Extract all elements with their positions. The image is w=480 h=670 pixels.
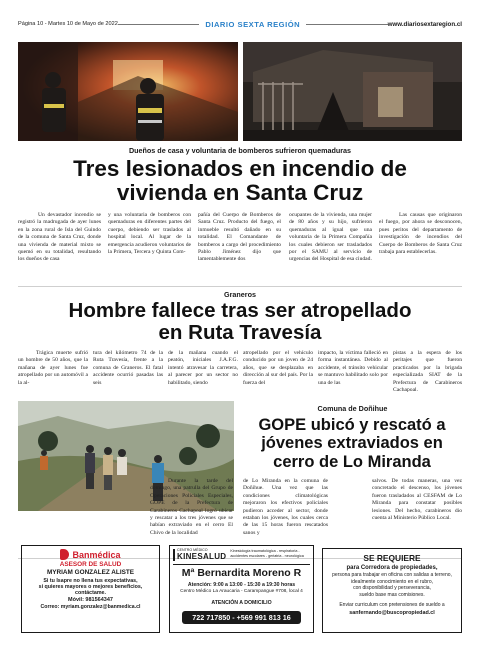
header-center	[118, 20, 388, 29]
story1-column: ocupantes de la vivienda, una mujer de 80 años y su hijo, sufrieron quemaduras al igual que una voluntaria de la Primera Compañía los cuales debieron ser trasladados por el SAMU al servicio de urgencias del Hospital de esa ciudad.	[289, 212, 372, 263]
story2-headline: Hombre fallece tras ser atropellado en Ruta Travesía	[68, 299, 412, 344]
kinesalud-header	[173, 549, 310, 561]
story1-column: Un devastador incendio se registró la madrugada de ayer lunes en la zona rural de Isla del Guindo de la comuna de Santa Cruz, donde una vivienda de material mixto se quemó en su totalidad, resultando los dueños de casa	[18, 212, 101, 263]
ad-line: sueldo base mas comisiones.	[359, 591, 425, 598]
story1-column: Las causas que originaron el fuego, por ahora se desconocen, pues peritos del departamento de investigación de incendios del Cuerpo de Bomberos de Santa Cruz trabaja para establecerlas.	[379, 212, 462, 255]
kinesalud-ad[interactable]	[169, 545, 314, 633]
story2-column: impacto, la víctima falleció en forma instantánea. Debido al accidente, el tránsito vehicular se mantuvo habilitado solo por una de las	[318, 350, 388, 386]
hours: Atención: 9:00 a 13:00 - 15:30 a 19:30 horas	[187, 581, 296, 588]
story3-column: salvos. De todas maneras, una vez concretado el descenso, los jóvenes fueron trasladados al CESFAM de Lo Miranda para constatar posibles lesiones. Del hecho, carabineros dio cuenta al Ministerio Público Local.	[372, 478, 462, 521]
story3-headline: GOPE ubicó y rescató a jóvenes extraviados en cerro de Lo Miranda	[258, 416, 446, 471]
address: Centro Médico La Araucaria - Carampangue #708, local 4	[180, 588, 303, 594]
header-rule-left	[118, 24, 200, 25]
agent-phone[interactable]: Móvil: 981564347	[68, 597, 113, 603]
header-rule-right	[306, 24, 388, 25]
burned-house-photo	[243, 42, 462, 141]
page-number-date: Página 10 - Martes 10 de Mayo de 2022	[18, 21, 118, 27]
agent-email[interactable]: Correo: myriam.gonzalez@banmedica.cl	[40, 604, 141, 610]
story2-column: tura del kilómetro 74 de la Ruta Travesía, frente a la comuna de Graneros. El fatal accidente ocurrió pasadas las seis	[93, 350, 163, 386]
banmedica-b-icon	[60, 549, 69, 560]
story1-kicker: Dueños de casa y voluntaria de bomberos sufrieron quemaduras	[128, 146, 352, 155]
story3-kicker: Comuna de Doñihue	[317, 404, 388, 413]
banmedica-ad[interactable]	[21, 545, 160, 633]
contact-email[interactable]: sanfernando@buscopropiedad.cl	[349, 609, 435, 616]
services-list: Kinesiología traumatológica - respiratoria - accidentes escolares - geriatria - neurológica	[230, 549, 304, 558]
newspaper-brand: DIARIO SEXTA REGIÓN	[205, 19, 301, 29]
fire-firefighters-photo	[18, 42, 238, 141]
banmedica-logo: Banmédica	[22, 549, 159, 560]
page-header	[18, 18, 462, 30]
story2-column: Trágica muerte sufrió un hombre de 50 años, que la mañana de ayer lunes fue atropellado por un automóvil a la al-	[18, 350, 88, 386]
story1-headline: Tres lesionados en incendio de vivienda en Santa Cruz	[73, 156, 407, 205]
story2-column: pistas a la espera de los peritajes que fueron practicados por la brigada especializada SIAT de la Prefectura de Carabineros Cachapoal.	[393, 350, 462, 393]
ad-title: SE REQUIERE	[363, 553, 421, 563]
ad-line: si quieres mayores o mejores beneficios,	[38, 584, 143, 590]
ad-line: Enviar curriculum con pretensiones de sueldo a	[339, 602, 445, 608]
story3-column: de Lo Miranda en la comuna de Doñihue. Una vez que las condiciones climatológicas mejoraron los efectivos policiales pudieron acceder al sector, donde estaban los jóvenes, los cuales cerca de las 15 horas fueron rescatados sanos y	[243, 478, 328, 536]
ad-line: Si tu Isapre no llena tus expectativas,	[43, 578, 138, 584]
therapist-name: Mª Bernardita Moreno R	[173, 564, 310, 579]
story2-kicker: Graneros	[224, 290, 256, 299]
kinesalud-logo: CENTRO MÉDICO KINESALUD	[173, 549, 226, 561]
ad-line: persona para trabajar en oficina con salidas a terreno, idealmente conocimiento en el rubro,	[332, 572, 452, 585]
story1-column: y una voluntaria de bomberos con quemaduras en diferentes partes del cuerpo, debiendo ser traslados al hospital local. Al lugar de la emergencia acudieron voluntarios de la Primera, Tercera y Quinta Com-	[108, 212, 191, 255]
ad-subtitle: para Corredora de propiedades,	[346, 565, 438, 571]
story2-column: atropellado por el vehículo conducido por un joven de 24 años, que se desplazaba en dirección al sur del país. Por la fuerza del	[243, 350, 313, 386]
ad-line: contáctame.	[75, 590, 106, 596]
ad-title: ASESOR DE SALUD	[59, 561, 122, 568]
phone-banner[interactable]: 722 717850 - +569 991 813 16	[182, 611, 301, 624]
website-link[interactable]: www.diariosextaregion.cl	[387, 20, 462, 28]
home-service: ATENCIÓN A DOMICILIO	[211, 599, 272, 606]
story2-column: de la mañana cuando el peatón, iniciales J.A.F.G. intentó atravesar la carretera, al parecer por un sector no habilitado, siendo	[168, 350, 238, 386]
section-divider	[18, 286, 462, 287]
ad-line: con disponibilidad y perseverancia,	[353, 585, 431, 591]
story1-column: pañía del Cuerpo de Bomberos de Santa Cruz. Producto del fuego, el inmueble resultó dañado en su totalidad. El Comandante de bomberos a cargo del procedimiento Pablo Jiménez dijo que lamentablemente dos	[198, 212, 281, 263]
agent-name: MYRIAM GONZALEZ ALISTE	[46, 569, 135, 576]
job-ad[interactable]	[322, 548, 462, 633]
story3-column: Durante la tarde del domingo, una patrulla del Grupo de Operaciones Policiales Especiales, GOPE de la Prefectura de Carabineros Cachapoal logró ubicar y rescatar a los tres jóvenes que se habían extraviado en el cerro El Chivo de la localidad	[150, 478, 233, 536]
